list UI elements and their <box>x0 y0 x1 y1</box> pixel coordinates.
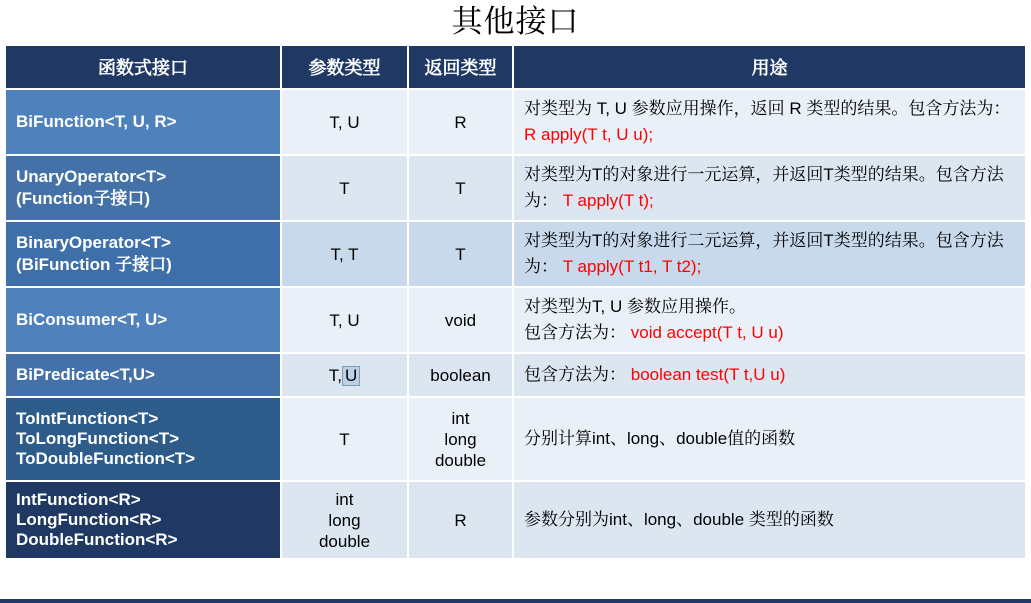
table-row <box>6 397 1025 481</box>
param-type: T, U <box>281 287 408 353</box>
table-row <box>6 353 1025 397</box>
param-type <box>281 353 408 397</box>
column-header-param-type: 参数类型 <box>281 46 408 89</box>
return-type: T <box>408 155 513 221</box>
bottom-accent-bar <box>0 599 1031 603</box>
page-title: 其他接口 <box>451 4 580 40</box>
usage-cell <box>513 89 1025 155</box>
usage-cell: 参数分别为int、long、double 类型的函数 <box>513 481 1025 559</box>
usage-text: 对类型为T的对象进行一元运算，并返回T类型的结果。包含方法为： <box>524 165 1004 210</box>
interface-name-line1: BinaryOperator<T> <box>16 233 171 252</box>
param-type-line1: int <box>335 489 354 509</box>
interface-name-line1: UnaryOperator<T> <box>16 167 167 186</box>
param-type: T, U <box>281 89 408 155</box>
usage-line2 <box>524 320 1015 346</box>
return-type-line3: double <box>434 450 487 470</box>
return-type-line2: long <box>444 429 477 449</box>
usage-code: T apply(T t1, T t2); <box>562 257 702 276</box>
interface-name-line2: (Function子接口) <box>16 189 151 208</box>
return-type: void <box>408 287 513 353</box>
param-type: T, T <box>281 221 408 287</box>
interface-name-line3: DoubleFunction<R> <box>16 530 178 549</box>
table-row <box>6 481 1025 559</box>
interface-name <box>6 397 281 481</box>
interface-name-line1: IntFunction<R> <box>16 490 141 509</box>
usage-code: void accept(T t, U u) <box>630 323 784 342</box>
param-type: T <box>281 397 408 481</box>
param-type-selection[interactable]: U <box>342 366 360 386</box>
usage-text: 包含方法为： <box>524 365 626 384</box>
usage-text: 对类型为 T, U 参数应用操作，返回 R 类型的结果。包含方法为： <box>524 99 1011 118</box>
functional-interfaces-table <box>6 46 1025 560</box>
table-row <box>6 155 1025 221</box>
usage-code: T apply(T t); <box>562 191 654 210</box>
column-header-return-type: 返回类型 <box>408 46 513 89</box>
return-type <box>408 397 513 481</box>
slide <box>0 2 1031 603</box>
usage-text: 对类型为T的对象进行二元运算，并返回T类型的结果。包含方法为： <box>524 231 1004 276</box>
interface-name-line2: (BiFunction 子接口) <box>16 255 172 274</box>
interface-name <box>6 481 281 559</box>
return-type: R <box>408 89 513 155</box>
usage-cell <box>513 353 1025 397</box>
interface-name <box>6 221 281 287</box>
usage-cell <box>513 287 1025 353</box>
column-header-usage: 用途 <box>513 46 1025 89</box>
column-header-interface: 函数式接口 <box>6 46 281 89</box>
return-type: boolean <box>408 353 513 397</box>
table-header-row <box>6 46 1025 89</box>
usage-cell <box>513 221 1025 287</box>
table-row <box>6 221 1025 287</box>
usage-cell <box>513 155 1025 221</box>
interface-name: BiConsumer<T, U> <box>6 287 281 353</box>
param-type <box>281 481 408 559</box>
param-type-text: T, <box>328 365 342 385</box>
usage-text-2: 包含方法为： <box>524 323 626 342</box>
return-type: T <box>408 221 513 287</box>
return-type-line1: int <box>451 408 470 428</box>
param-type: T <box>281 155 408 221</box>
interface-name-line2: ToLongFunction<T> <box>16 429 180 448</box>
usage-code: R apply(T t, U u); <box>524 125 654 144</box>
interface-name <box>6 155 281 221</box>
interface-name-line3: ToDoubleFunction<T> <box>16 449 196 468</box>
return-type: R <box>408 481 513 559</box>
interface-name: BiFunction<T, U, R> <box>6 89 281 155</box>
usage-text: 对类型为T, U 参数应用操作。 <box>524 297 746 316</box>
param-type-line3: double <box>318 531 371 551</box>
usage-code: boolean test(T t,U u) <box>630 365 786 384</box>
interface-name: BiPredicate<T,U> <box>6 353 281 397</box>
usage-cell: 分别计算int、long、double值的函数 <box>513 397 1025 481</box>
param-type-line2: long <box>328 510 361 530</box>
interface-name-line1: ToIntFunction<T> <box>16 409 159 428</box>
table-row <box>6 287 1025 353</box>
table-row <box>6 89 1025 155</box>
interface-name-line2: LongFunction<R> <box>16 510 162 529</box>
